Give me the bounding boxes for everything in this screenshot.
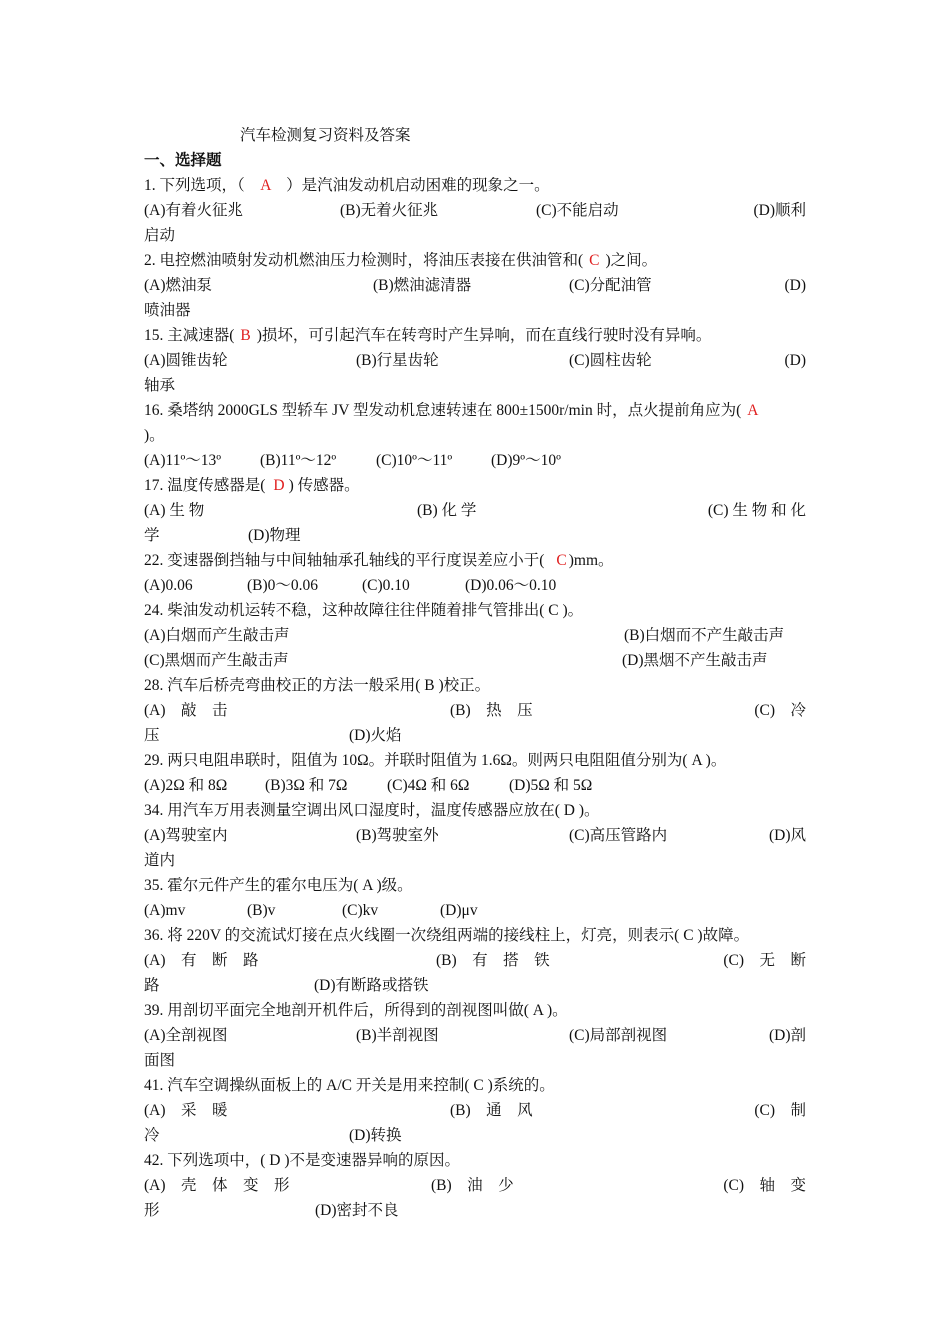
option-b: (B) 油 少 <box>431 1177 514 1194</box>
question-29-options <box>144 773 806 798</box>
section-heading: 一、选择题 <box>144 152 222 169</box>
option-c: (C)高压管路内 <box>569 827 668 844</box>
option-d: (D)顺利 <box>753 202 806 219</box>
stem-text: )mm。 <box>568 552 614 569</box>
answer-mark: C <box>556 552 567 569</box>
question-17-options <box>144 498 806 523</box>
option-b: (B)半剖视图 <box>356 1027 439 1044</box>
question-42-options-wrap <box>144 1198 806 1223</box>
question-17-options-wrap <box>144 523 806 548</box>
stem-text: 16. 桑塔纳 2000GLS 型轿车 JV 型发动机怠速转速在 800±1500r/min 时，点火提前角应为( <box>144 402 742 419</box>
question-16-stem-wrap: )。 <box>144 427 165 444</box>
answer-mark: A <box>260 177 271 194</box>
option-c: (C)kv <box>342 902 379 919</box>
question-2-stem <box>144 248 806 273</box>
question-39-options-wrap: 面图 <box>144 1052 176 1069</box>
question-35-options <box>144 898 806 923</box>
question-36-options-wrap <box>144 973 806 998</box>
option-b: (B) 化 学 <box>417 502 477 519</box>
question-1-options <box>144 198 806 223</box>
question-24-stem: 24. 柴油发动机运转不稳，这种故障往往伴随着排气管排出( C )。 <box>144 602 584 619</box>
option-b: (B) 热 压 <box>450 702 533 719</box>
option-c: (C)黑烟而产生敲击声 <box>144 652 289 669</box>
option-c: (C)10º～11º <box>376 452 453 469</box>
option-c-wrap: 路 <box>144 977 160 994</box>
option-b: (B)0～0.06 <box>247 577 319 594</box>
option-a: (A) 敲 击 <box>144 702 228 719</box>
answer-mark: C <box>589 252 600 269</box>
option-c: (C) 无 断 <box>723 952 806 969</box>
question-36-stem: 36. 将 220V 的交流试灯接在点火线圈一次绕组两端的接线柱上，灯亮，则表示( C )故障。 <box>144 927 750 944</box>
question-36-options <box>144 948 806 973</box>
option-c: (C) 冷 <box>754 702 806 719</box>
option-d: (D)剖 <box>768 1027 806 1044</box>
question-39-stem: 39. 用剖切平面完全地剖开机件后，所得到的剖视图叫做( A )。 <box>144 1002 568 1019</box>
question-34-stem: 34. 用汽车万用表测量空调出风口湿度时，温度传感器应放在( D )。 <box>144 802 600 819</box>
option-d: (D)黑烟不产生敲击声 <box>622 652 768 669</box>
option-d: (D)有断路或搭铁 <box>314 977 429 994</box>
question-34-options-wrap: 道内 <box>144 852 176 869</box>
question-2-options-wrap: 喷油器 <box>144 302 191 319</box>
option-a: (A)圆锥齿轮 <box>144 352 228 369</box>
question-24-options-2 <box>144 648 806 673</box>
option-c: (C)圆柱齿轮 <box>569 352 652 369</box>
option-a: (A)白烟而产生敲击声 <box>144 627 290 644</box>
option-a: (A)11º～13º <box>144 452 222 469</box>
stem-text: )之间。 <box>605 252 658 269</box>
option-a: (A) 生 物 <box>144 502 205 519</box>
question-42-stem: 42. 下列选项中，( D )不是变速器异响的原因。 <box>144 1152 461 1169</box>
option-b: (B)白烟而不产生敲击声 <box>624 627 785 644</box>
option-d: (D)火焰 <box>349 727 402 744</box>
option-c-wrap: 压 <box>144 727 160 744</box>
question-42-options <box>144 1173 806 1198</box>
option-d: (D)物理 <box>248 527 301 544</box>
stem-text: ) 传感器。 <box>288 477 360 494</box>
option-a: (A)2Ω 和 8Ω <box>144 777 228 794</box>
option-d: (D) <box>784 352 806 369</box>
option-c: (C)分配油管 <box>569 277 652 294</box>
answer-mark: B <box>240 327 251 344</box>
option-d: (D)9º～10º <box>491 452 561 469</box>
option-a: (A) 有 断 路 <box>144 952 259 969</box>
document-title: 汽车检测复习资料及答案 <box>240 127 411 144</box>
option-d: (D) <box>784 277 806 294</box>
stem-text: 22. 变速器倒挡轴与中间轴轴承孔轴线的平行度误差应小于( <box>144 552 545 569</box>
question-1-stem <box>144 173 806 198</box>
question-28-options <box>144 698 806 723</box>
question-15-stem <box>144 323 806 348</box>
option-b: (B)驾驶室外 <box>356 827 439 844</box>
stem-text: 15. 主减速器( <box>144 327 235 344</box>
option-b: (B)v <box>247 902 276 919</box>
question-22-stem <box>144 548 806 573</box>
answer-mark: A <box>747 402 759 419</box>
option-b: (B)11º～12º <box>260 452 337 469</box>
option-a: (A)0.06 <box>144 577 193 594</box>
option-c: (C) 生 物 和 化 <box>707 502 806 519</box>
stem-text: 1. 下列选项，（ <box>144 177 261 194</box>
question-39-options <box>144 1023 806 1048</box>
option-c: (C)不能启动 <box>536 202 619 219</box>
option-d: (D)μv <box>440 902 478 919</box>
option-c: (C)0.10 <box>362 577 410 594</box>
option-b: (B)3Ω 和 7Ω <box>265 777 348 794</box>
option-c-wrap: 冷 <box>144 1127 160 1144</box>
option-d: (D)5Ω 和 5Ω <box>509 777 593 794</box>
question-35-stem: 35. 霍尔元件产生的霍尔电压为( A )级。 <box>144 877 413 894</box>
option-b: (B)行星齿轮 <box>356 352 439 369</box>
question-24-options <box>144 623 806 648</box>
answer-mark: D <box>273 477 285 494</box>
option-d: (D)0.06～0.10 <box>465 577 557 594</box>
option-a: (A)驾驶室内 <box>144 827 228 844</box>
option-b: (B)无着火征兆 <box>340 202 439 219</box>
question-2-options <box>144 273 806 298</box>
question-15-options <box>144 348 806 373</box>
question-28-stem: 28. 汽车后桥壳弯曲校正的方法一般采用( B )校正。 <box>144 677 491 694</box>
stem-text: 2. 电控燃油喷射发动机燃油压力检测时，将油压表接在供油管和( <box>144 252 584 269</box>
question-41-options <box>144 1098 806 1123</box>
question-34-options <box>144 823 806 848</box>
option-b: (B) 通 风 <box>450 1102 533 1119</box>
question-22-options <box>144 573 806 598</box>
option-d: (D)密封不良 <box>315 1202 399 1219</box>
option-c: (C)局部剖视图 <box>569 1027 668 1044</box>
option-a: (A) 壳 体 变 形 <box>144 1177 290 1194</box>
question-29-stem: 29. 两只电阻串联时，阻值为 10Ω。并联时阻值为 1.6Ω。则两只电阻阻值分别为( A )。 <box>144 752 727 769</box>
option-b: (B)燃油滤清器 <box>373 277 472 294</box>
option-a: (A)mv <box>144 902 186 919</box>
question-17-stem <box>144 473 806 498</box>
option-c: (C) 制 <box>754 1102 806 1119</box>
stem-text: ）是汽油发动机启动困难的现象之一。 <box>270 177 550 194</box>
option-a: (A)燃油泵 <box>144 277 213 294</box>
option-c-wrap: 学 <box>144 527 160 544</box>
stem-text: 17. 温度传感器是( <box>144 477 266 494</box>
question-16-stem <box>144 398 806 423</box>
question-41-stem: 41. 汽车空调操纵面板上的 A/C 开关是用来控制( C )系统的。 <box>144 1077 555 1094</box>
option-b: (B) 有 搭 铁 <box>436 952 550 969</box>
option-c: (C) 轴 变 <box>723 1177 806 1194</box>
question-28-options-wrap <box>144 723 806 748</box>
question-41-options-wrap <box>144 1123 806 1148</box>
question-16-options <box>144 448 806 473</box>
option-c-wrap: 形 <box>144 1202 160 1219</box>
stem-text: )损坏，可引起汽车在转弯时产生异响，而在直线行驶时没有异响。 <box>256 327 712 344</box>
option-d: (D)转换 <box>349 1127 402 1144</box>
question-1-options-wrap: 启动 <box>144 227 176 244</box>
option-a: (A)全剖视图 <box>144 1027 228 1044</box>
option-a: (A) 采 暖 <box>144 1102 228 1119</box>
question-15-options-wrap: 轴承 <box>144 377 176 394</box>
option-d: (D)风 <box>768 827 806 844</box>
option-c: (C)4Ω 和 6Ω <box>387 777 470 794</box>
option-a: (A)有着火征兆 <box>144 202 244 219</box>
